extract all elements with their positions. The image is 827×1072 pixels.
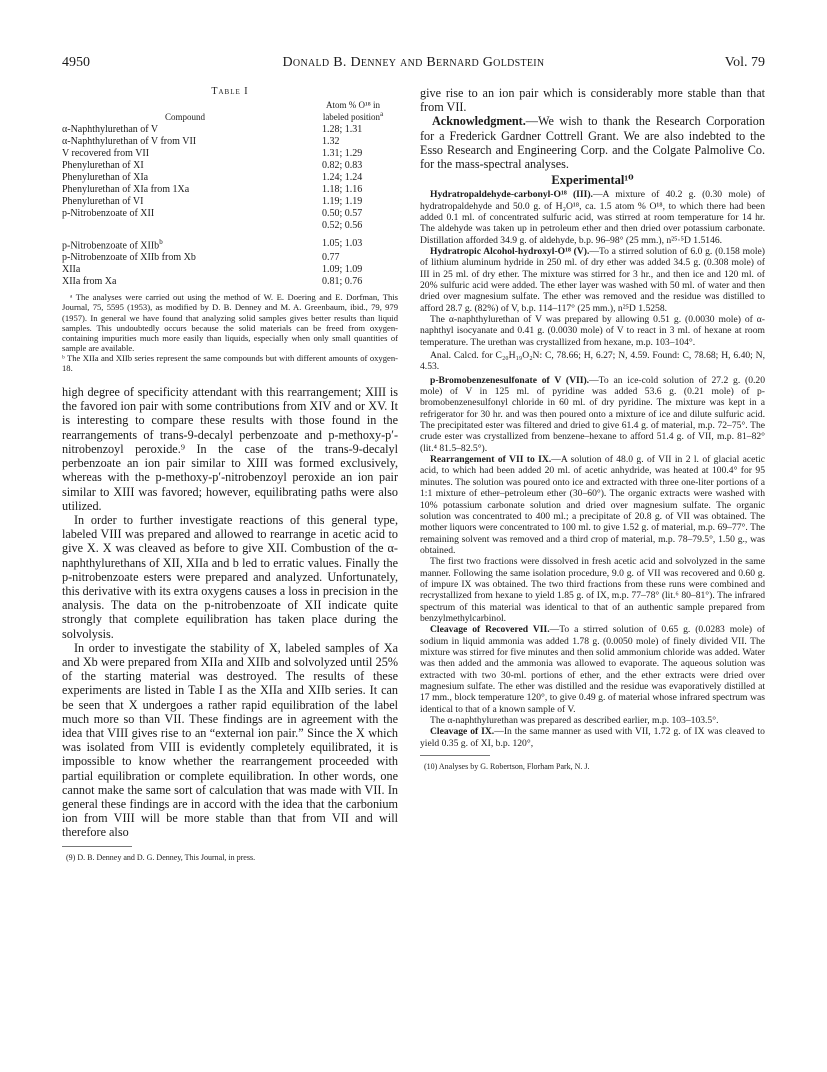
compound-cell: α-Naphthylurethan of V from VII: [62, 136, 197, 147]
experimental-text: [420, 189, 765, 749]
ack-label: Acknowledgment.: [432, 114, 526, 129]
footnote-rule: [420, 755, 490, 756]
value-cell: 1.28; 1.31: [322, 124, 363, 135]
table-1: [62, 101, 398, 288]
table-footnote-b: ᵇ The XIIa and XIIb series represent the same compounds but with different amounts of oxygen-18.: [62, 352, 398, 373]
volume-label: Vol. 79: [724, 55, 765, 70]
table-footnote-a: ᵃ The analyses were carried out using the method of W. E. Doering and E. Dorfman, This Journal, 75, 5595 (1953), as modified by D. B. Denney and M. A. Greenbaum, ibid., 79, 979 (1957). In general we have found that analyzing solid samples gives better results than liquid samples. This undoubtedly occurs because the solid materials can be freed from oxygen-containing impurities much more easily than liquids, especially when only small quantities of sample are available.: [62, 292, 398, 353]
section-text: —A solution of 48.0 g. of VII in 2 l. of glacial acetic acid, to which had been added 20 ml. of acetic anhydride, was heated at 100.4° for 95 minutes. The solution was poured onto ice and extracted with three one-liter portions of a 1:1 mixture of ether–petroleum ether (30–60°). The organic extracts were washed with 10% potassium carbonate solution and dried over magnesium sulfate. The organic solution was concentrated to 400 ml.; a precipitate of 20.8 g. of VII was obtained. The mother liquors were concentrated to 100 ml. to give 1.52 g. of material, m.p. 69–77°. The remaining solvent was removed and a third crop of material, m.p. 78–79.5°, 1.50 g., was obtained.: [420, 454, 765, 556]
value-cell: 1.18; 1.16: [322, 184, 363, 195]
section-label: Cleavage of Recovered VII.: [430, 624, 550, 636]
compound-cell: XIIa from Xa: [62, 276, 117, 288]
paragraph: [420, 246, 765, 314]
compound-cell: Phenylurethan of VI: [62, 196, 144, 207]
value-cell: 0.52; 0.56: [322, 220, 363, 231]
table-row: [62, 136, 398, 148]
compound-cell: V recovered from VII: [62, 148, 150, 159]
header-sup: a: [380, 110, 384, 118]
compound-cell: Phenylurethan of XIa from 1Xa: [62, 184, 190, 195]
value-cell: 1.09; 1.09: [322, 264, 363, 276]
paragraph: [420, 454, 765, 556]
paragraph: The α-naphthylurethan of V was prepared by allowing 0.51 g. (0.0030 mole) of α-naphthyl isocyanate and 0.41 g. (0.0030 mole) of V to react in 3 ml. of hexane at room temperature. The urethan was crystallized from hexane, m.p. 103–104°.: [420, 314, 765, 348]
compound-cell: Phenylurethan of XI: [62, 160, 144, 171]
footnote-rule: [62, 846, 132, 847]
right-column: [420, 86, 765, 772]
section-label: Rearrangement of VII to IX.: [430, 454, 552, 466]
table-footnotes: [62, 292, 398, 373]
paragraph: In order to investigate the stability of X, labeled samples of Xa and Xb were prepared from XIIa and XIIb and solvolyzed until 25% of the starting material was destroyed. The results of these experiments are listed in Table I as the XIIa and XIIb series. It can be seen that X undergoes a rather rapid equilibration of the label much more so than VII. These findings are in agreement with the idea that VIII gives rise to an “external ion pair.” Since the X which was isolated from VIII is evidently completely equilibrated, it is impossible to know whether the rearrangement proceeded with partial equilibration or complete equilibration. In other words, one cannot make the same sort of calculation that was made with VII. In general these findings are in accord with the idea that the carbonium ion from VIII will be more stable than that from VII and will therefore also: [62, 640, 398, 840]
table-row: [62, 232, 398, 252]
left-body-text: [62, 385, 398, 840]
section-text: —A mixture of 40.2 g. (0.30 mole) of hydratropaldehyde and 50.0 g. of H₂O¹⁸, ca. 1.5 atom % O¹⁸, to which there had been added 0.1 ml. of concentrated sulfuric acid, was stirred at room temperature for 14 hr. The aldehyde was taken up in petroleum ether and then dried over potassium carbonate. Distillation afforded 34.9 g. of aldehyde, b.p. 96–98° (25 mm.), n²⁵·⁵D 1.5146.: [420, 189, 765, 246]
compound-cell: p-Nitrobenzoate of XIIb from Xb: [62, 252, 196, 264]
header-line-2: labeled position: [322, 112, 381, 122]
running-header: [62, 55, 765, 75]
compound-cell: p-Nitrobenzoate of XII: [62, 208, 155, 219]
paragraph: [420, 726, 765, 749]
footnote-9: (9) D. B. Denney and D. G. Denney, This Journal, in press.: [66, 852, 256, 862]
table-row: [62, 160, 398, 172]
paragraph: The first two fractions were dissolved in fresh acetic acid and solvolyzed in the same manner. Following the same isolation procedure, 9.0 g. of VII was recovered and 0.60 g. of impure IX was obtained. The two third fractions from these runs were combined and recrystallized from hexane to yield 1.85 g. of IX, m.p. 77–78° (lit.⁶ 80–81°). The infrared spectrum of this material was identical to that of an authentic sample prepared from benzylmethylcarbinol.: [420, 556, 765, 624]
section-label: Cleavage of IX.: [430, 726, 495, 738]
section-label: p-Bromobenzenesulfonate of V (VII).: [430, 374, 590, 386]
paragraph: Anal. Calcd. for C₂₀H₁₉O₂N: C, 78.66; H, 6.27; N, 4.59. Found: C, 78.68; H, 6.40; N, 4.53.: [420, 350, 765, 373]
section-label: Hydratropaldehyde-carbonyl-O¹⁸ (III).: [430, 189, 593, 201]
compound-cell: Phenylurethan of XIa: [62, 172, 149, 183]
value-cell: 1.32: [322, 136, 340, 147]
compound-cell: XIIa: [62, 264, 81, 276]
table-row: [62, 276, 398, 288]
paragraph: In order to further investigate reactions of this general type, labeled VIII was prepared and allowed to rearrange in acetic acid to give X. X was cleaved as before to give XII. Combustion of the α-naphthylurethans of XII, XIIa and b led to erratic values. Finally the p-nitrobenzoate esters were prepared and analyzed. Unfortunately, this derivative with its extra oxygens causes a loss in precision in the analysis. The data on the p-nitrobenzoate of XII indicate quite strongly that complete equilibration has taken place during the solvolysis.: [62, 512, 398, 641]
value-cell: 1.05; 1.03: [322, 238, 363, 250]
compound-sup: b: [159, 238, 163, 246]
value-cell: 1.31; 1.29: [322, 148, 363, 159]
table-row: [62, 252, 398, 264]
table-row: [62, 264, 398, 276]
table-title: Table I: [211, 86, 249, 97]
section-text: —To a stirred solution of 0.65 g. (0.0283 mole) of sodium in liquid ammonia was added 1.78 g. (0.0050 mole) of finely divided VII. The mixture was stirred for five minutes and then solid ammonium chloride was added. Water was then added and the ammonia was allowed to evaporate. The aqueous solution was extracted with two 30-ml. portions of ether, and the ether extracts were dried over magnesium sulfate. The ether was distilled and the residue was evaporatively distilled at 17 mm., block temperature 120°, to give 0.49 g. of material whose infrared spectrum was identical to that of a known sample of V.: [420, 624, 765, 715]
table-row: [62, 196, 398, 208]
section-label: Hydratropic Alcohol-hydroxyl-O¹⁸ (V).: [430, 245, 590, 257]
paragraph: [420, 624, 765, 715]
value-cell: 0.82; 0.83: [322, 160, 363, 171]
paragraph: The α-naphthylurethan was prepared as described earlier, m.p. 103–103.5°.: [430, 715, 719, 727]
acknowledgment: [420, 114, 765, 171]
table-header-compound: Compound: [164, 112, 205, 122]
value-cell: 0.77: [322, 252, 340, 264]
value-cell: 1.19; 1.19: [322, 196, 363, 207]
compound-cell: [62, 232, 308, 252]
table-row: [62, 148, 398, 160]
table-row: [62, 208, 398, 220]
experimental-heading: Experimental¹⁰: [551, 173, 634, 188]
running-authors: Donald B. Denney and Bernard Goldstein: [282, 55, 545, 70]
ack-text: —We wish to thank the Research Corporation for a Frederick Gardner Cottrell Grant. We are also indebted to the Esso Research and Engineering Corp. and the Colgate Palmolive Co. for the mass-spectral analyses.: [420, 114, 765, 172]
compound-cell: α-Naphthylurethan of V: [62, 124, 159, 135]
value-cell: 0.81; 0.76: [322, 276, 363, 288]
paragraph: [420, 189, 765, 246]
table-row: [62, 172, 398, 184]
value-cell: 1.24; 1.24: [322, 172, 363, 183]
table-row: [62, 220, 398, 232]
paragraph: high degree of specificity attendant with this rearrangement; XIII is the favored ion pair with some contributions from XIV and or XV. It is interesting to compare these results with those found in the rearrangements of trans-9-decalyl perbenzoate and p-methoxy-p′-nitrobenzoyl peroxide.⁹ In the case of the trans-9-decalyl perbenzoate an ion pair similar to XIII was formed exclusively, whereas with the p-methoxy-p′-nitrobenzoyl peroxide an ion pair similar to XIII was favored; however, equilibrating paths were also utilized.: [62, 385, 398, 513]
right-intro: [420, 86, 765, 171]
table-header-atom-percent: [308, 101, 398, 124]
table-row: [62, 124, 398, 136]
page-number: 4950: [62, 55, 90, 70]
footnote-10: (10) Analyses by G. Robertson, Florham Park, N. J.: [424, 762, 590, 772]
paragraph: [420, 375, 765, 454]
section-text: —To a stirred solution of 6.0 g. (0.158 mole) of lithium aluminum hydride in 250 ml. of dry ether was added 34.5 g. (0.308 mole) of III in 25 ml. of dry ether. The mixture was stirred for 3 hr., and then ice and 120 ml. of 20% sulfuric acid were added. The ether layer was washed with 50 ml. of water and then dried over magnesium sulfate. The ether was removed and the residue was distilled to afford 28.7 g. (82%) of V, b.p. 114–117° (25 mm.), n²⁵D 1.5258.: [420, 245, 765, 314]
header-line-1: Atom % O¹⁸ in: [325, 100, 381, 110]
table-row: [62, 184, 398, 196]
left-column: [62, 86, 398, 863]
section-text: —To an ice-cold solution of 27.2 g. (0.20 mole) of V in 125 ml. of pyridine was added 53.6 g. (0.21 mole) of p-bromobenzenesulfonyl chloride in 60 ml. of dry pyridine. The mixture was kept in a refrigerator for 30 hr. and was then poured onto a mixture of ice and dilute sulfuric acid. The precipitated ester was filtered and dried to give 61.4 g. of material, m.p. 72–75°. The crude ester was crystallized from benzene–hexane to afford 51.4 g. of VII, m.p. 81–82° (lit.⁴ 81.5–82.5°).: [420, 374, 765, 454]
paragraph: give rise to an ion pair which is considerably more stable than that from VII.: [420, 86, 765, 115]
section-text: —In the same manner as used with VII, 1.72 g. of IX was cleaved to yield 0.35 g. of XI, b.p. 120°,: [420, 726, 765, 749]
compound-text: p-Nitrobenzoate of XIIb: [62, 240, 160, 252]
value-cell: 0.50; 0.57: [322, 208, 363, 219]
compound-cell: [62, 220, 308, 232]
